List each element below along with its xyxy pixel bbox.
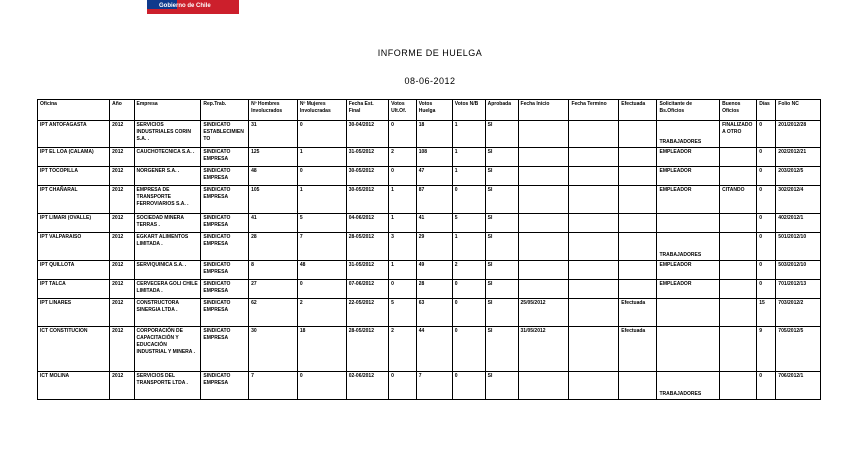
table-cell: IPT EL LOA (CALAMA) bbox=[38, 148, 110, 167]
table-cell: 48 bbox=[297, 261, 346, 280]
table-cell: CERVECERA GOLI CHILE LIMITADA . bbox=[134, 280, 201, 299]
table-cell bbox=[619, 167, 657, 186]
table-cell: 0 bbox=[452, 280, 485, 299]
table-cell: 62 bbox=[249, 299, 298, 327]
table-cell: 1 bbox=[389, 261, 417, 280]
table-cell: 25/05/2012 bbox=[518, 299, 569, 327]
gobierno-logo bbox=[147, 0, 239, 14]
table-cell: 31 bbox=[249, 121, 298, 148]
table-cell: 3 bbox=[389, 233, 417, 261]
table-cell: SINDICATO EMPRESA bbox=[201, 186, 249, 214]
table-cell: 29 bbox=[416, 233, 452, 261]
table-cell: 27 bbox=[249, 280, 298, 299]
table-cell: 0 bbox=[297, 372, 346, 400]
table-cell: 0 bbox=[389, 121, 417, 148]
table-cell: 0 bbox=[389, 280, 417, 299]
table-cell: 0 bbox=[757, 280, 776, 299]
table-cell: EMPLEADOR bbox=[657, 167, 720, 186]
table-cell: 0 bbox=[757, 148, 776, 167]
table-cell: EMPLEADOR bbox=[657, 148, 720, 167]
table-cell: IPT LIMARI (OVALLE) bbox=[38, 214, 110, 233]
report-date: 08-06-2012 bbox=[404, 76, 456, 86]
table-cell: SI bbox=[485, 167, 518, 186]
table-cell: 2012 bbox=[110, 121, 134, 148]
table-cell: EMPLEADOR bbox=[657, 186, 720, 214]
table-cell bbox=[569, 148, 619, 167]
table-cell bbox=[518, 121, 569, 148]
table-cell: 18 bbox=[416, 121, 452, 148]
table-cell: IPT TALCA bbox=[38, 280, 110, 299]
table-cell: 5 bbox=[452, 214, 485, 233]
table-cell: SINDICATO EMPRESA bbox=[201, 280, 249, 299]
table-cell bbox=[720, 372, 757, 400]
table-cell bbox=[569, 261, 619, 280]
table-cell: SINDICATO EMPRESA bbox=[201, 261, 249, 280]
column-header: Efectuada bbox=[619, 100, 657, 121]
table-cell: 41 bbox=[416, 214, 452, 233]
table-cell: 105 bbox=[249, 186, 298, 214]
table-cell: 2012 bbox=[110, 280, 134, 299]
table-cell: 31-05/2012 bbox=[346, 261, 388, 280]
table-cell bbox=[569, 167, 619, 186]
table-cell: NORGENER S.A. . bbox=[134, 167, 201, 186]
table-cell: 0 bbox=[452, 186, 485, 214]
table-cell: 402/2012/1 bbox=[776, 214, 821, 233]
table-cell: 87 bbox=[416, 186, 452, 214]
table-cell: 503/2012/10 bbox=[776, 261, 821, 280]
table-cell: 2012 bbox=[110, 214, 134, 233]
table-cell bbox=[518, 186, 569, 214]
table-cell: 15 bbox=[757, 299, 776, 327]
column-header: Empresa bbox=[134, 100, 201, 121]
table-cell: 501/2012/10 bbox=[776, 233, 821, 261]
table-cell: EGKART ALIMENTOS LIMITADA . bbox=[134, 233, 201, 261]
table-body bbox=[38, 121, 821, 400]
table-cell: 1 bbox=[297, 186, 346, 214]
table-cell: 2 bbox=[389, 148, 417, 167]
table-cell: 0 bbox=[452, 327, 485, 372]
table-cell bbox=[569, 372, 619, 400]
table-cell: 0 bbox=[389, 167, 417, 186]
table-cell bbox=[619, 148, 657, 167]
table-row bbox=[38, 261, 821, 280]
table-cell: IPT TOCOPILLA bbox=[38, 167, 110, 186]
table-cell bbox=[657, 327, 720, 372]
table-cell: SINDICATO ESTABLECIMIENTO bbox=[201, 121, 249, 148]
table-cell bbox=[619, 121, 657, 148]
table-cell bbox=[720, 261, 757, 280]
column-header: Año bbox=[110, 100, 134, 121]
table-cell: 7 bbox=[249, 372, 298, 400]
table-cell: 1 bbox=[389, 214, 417, 233]
table-cell: 9 bbox=[757, 327, 776, 372]
table-cell: 8 bbox=[249, 261, 298, 280]
table-cell: ICT MOLINA bbox=[38, 372, 110, 400]
table-cell bbox=[518, 167, 569, 186]
table-cell: 203/2012/5 bbox=[776, 167, 821, 186]
column-header: Buenos Oficios bbox=[720, 100, 757, 121]
table-row bbox=[38, 280, 821, 299]
table-cell: 2012 bbox=[110, 186, 134, 214]
column-header: Votos Ult.Of. bbox=[389, 100, 417, 121]
table-cell bbox=[720, 299, 757, 327]
table-row bbox=[38, 299, 821, 327]
table-cell bbox=[720, 280, 757, 299]
table-cell: 2012 bbox=[110, 372, 134, 400]
table-cell: 31-05/2012 bbox=[346, 148, 388, 167]
table-cell: 1 bbox=[452, 167, 485, 186]
table-cell bbox=[619, 214, 657, 233]
column-header: Nº Mujeres Involucradas bbox=[297, 100, 346, 121]
table-cell: EMPLEADOR bbox=[657, 261, 720, 280]
table-cell: 07-06/2012 bbox=[346, 280, 388, 299]
table-cell: 201/2012/28 bbox=[776, 121, 821, 148]
table-cell: Efectuada bbox=[619, 299, 657, 327]
table-cell: SI bbox=[485, 299, 518, 327]
table-row bbox=[38, 233, 821, 261]
table-cell: 703/2012/2 bbox=[776, 299, 821, 327]
table-cell bbox=[657, 299, 720, 327]
table-row bbox=[38, 121, 821, 148]
table-cell: 28-05/2012 bbox=[346, 327, 388, 372]
table-cell: 0 bbox=[757, 186, 776, 214]
table-cell: 30-04/2012 bbox=[346, 121, 388, 148]
table-cell bbox=[720, 167, 757, 186]
table-cell: 44 bbox=[416, 327, 452, 372]
column-header: Días bbox=[757, 100, 776, 121]
header-row bbox=[38, 100, 821, 121]
table-cell: 108 bbox=[416, 148, 452, 167]
table-cell: CONSTRUCTORA SINERGIA LTDA . bbox=[134, 299, 201, 327]
table-row bbox=[38, 148, 821, 167]
table-cell: 63 bbox=[416, 299, 452, 327]
column-header: Fecha Termino bbox=[569, 100, 619, 121]
table-cell: SI bbox=[485, 372, 518, 400]
table-cell bbox=[518, 233, 569, 261]
table-cell bbox=[720, 233, 757, 261]
table-cell: CITANDO bbox=[720, 186, 757, 214]
column-header: Folio NC bbox=[776, 100, 821, 121]
table-cell: IPT VALPARAISO bbox=[38, 233, 110, 261]
column-header: Fecha Est. Final bbox=[346, 100, 388, 121]
table-cell: 48 bbox=[249, 167, 298, 186]
table-cell: SOCIEDAD MINERA TERRAS . bbox=[134, 214, 201, 233]
table-cell: 7 bbox=[416, 372, 452, 400]
table-cell: SERVICIOS INDUSTRIALES CORIN S.A. . bbox=[134, 121, 201, 148]
column-header: Rep.Trab. bbox=[201, 100, 249, 121]
table-cell: 0 bbox=[452, 372, 485, 400]
table-cell: ICT CONSTITUCION bbox=[38, 327, 110, 372]
table-cell: IPT ANTOFAGASTA bbox=[38, 121, 110, 148]
table-cell: 28 bbox=[416, 280, 452, 299]
table-cell: 2012 bbox=[110, 148, 134, 167]
table-cell: 0 bbox=[757, 261, 776, 280]
column-header: Aprobada bbox=[485, 100, 518, 121]
table-cell: 2012 bbox=[110, 327, 134, 372]
table-cell: 04-06/2012 bbox=[346, 214, 388, 233]
table-cell: 31/05/2012 bbox=[518, 327, 569, 372]
table-row bbox=[38, 167, 821, 186]
table-cell bbox=[619, 372, 657, 400]
table-cell bbox=[619, 233, 657, 261]
table-cell: 41 bbox=[249, 214, 298, 233]
table-cell: SI bbox=[485, 280, 518, 299]
table-row bbox=[38, 327, 821, 372]
table-cell: SI bbox=[485, 121, 518, 148]
table-cell: 2 bbox=[452, 261, 485, 280]
table-cell: SINDICATO EMPRESA bbox=[201, 148, 249, 167]
table-cell bbox=[619, 280, 657, 299]
table-cell: IPT LINARES bbox=[38, 299, 110, 327]
table-cell: 7 bbox=[297, 233, 346, 261]
column-header: Fecha Inicio bbox=[518, 100, 569, 121]
table-cell: 1 bbox=[297, 148, 346, 167]
table-cell bbox=[518, 372, 569, 400]
table-row bbox=[38, 372, 821, 400]
table-cell: 1 bbox=[452, 148, 485, 167]
table-cell: SERVICIOS DEL TRANSPORTE LTDA . bbox=[134, 372, 201, 400]
table-cell: 0 bbox=[297, 167, 346, 186]
logo-text: Gobierno de Chile bbox=[159, 3, 211, 9]
table-cell: 0 bbox=[757, 167, 776, 186]
table-cell: 2012 bbox=[110, 233, 134, 261]
table-cell: SI bbox=[485, 214, 518, 233]
table-cell: SINDICATO EMPRESA bbox=[201, 233, 249, 261]
table-row bbox=[38, 186, 821, 214]
table-cell: CORPORACIÓN DE CAPACITACIÓN Y EDUCACIÓN INDUSTRIAL Y MINERA . bbox=[134, 327, 201, 372]
table-cell: 02-06/2012 bbox=[346, 372, 388, 400]
table-cell: 2012 bbox=[110, 167, 134, 186]
table-cell: SINDICATO EMPRESA bbox=[201, 372, 249, 400]
table-cell: SI bbox=[485, 261, 518, 280]
table-cell: 202/2012/21 bbox=[776, 148, 821, 167]
table-cell: TRABAJADORES bbox=[657, 233, 720, 261]
table-cell: 5 bbox=[297, 214, 346, 233]
table-cell: 49 bbox=[416, 261, 452, 280]
table-row bbox=[38, 214, 821, 233]
table-cell: 30-05/2012 bbox=[346, 186, 388, 214]
column-header: Votos Huelga bbox=[416, 100, 452, 121]
table-cell: 1 bbox=[452, 121, 485, 148]
table-cell: 1 bbox=[452, 233, 485, 261]
column-header: Nº Hombres Involucrados bbox=[249, 100, 298, 121]
table-cell bbox=[569, 327, 619, 372]
table-cell: SI bbox=[485, 233, 518, 261]
table-cell: SINDICATO EMPRESA bbox=[201, 299, 249, 327]
table-cell: 2012 bbox=[110, 261, 134, 280]
table-cell: 0 bbox=[757, 214, 776, 233]
table-cell bbox=[569, 186, 619, 214]
table-cell: SINDICATO EMPRESA bbox=[201, 214, 249, 233]
table-cell bbox=[518, 148, 569, 167]
table-cell bbox=[569, 233, 619, 261]
table-cell bbox=[569, 214, 619, 233]
table-cell: 1 bbox=[389, 186, 417, 214]
table-cell: 2 bbox=[389, 327, 417, 372]
table-cell: FINALIZADO A OTRO bbox=[720, 121, 757, 148]
column-header: Solicitante de Bs.Oficios bbox=[657, 100, 720, 121]
table-cell: SINDICATO EMPRESA bbox=[201, 167, 249, 186]
table-cell: 18 bbox=[297, 327, 346, 372]
table-cell: 5 bbox=[389, 299, 417, 327]
table-cell: 47 bbox=[416, 167, 452, 186]
table-cell: 0 bbox=[389, 372, 417, 400]
table-cell: TRABAJADORES bbox=[657, 372, 720, 400]
table-cell bbox=[657, 214, 720, 233]
table-cell: CAUCHOTECNICA S.A. . bbox=[134, 148, 201, 167]
table-cell bbox=[518, 280, 569, 299]
table-cell bbox=[518, 214, 569, 233]
table-cell: 2012 bbox=[110, 299, 134, 327]
table-cell: 2 bbox=[297, 299, 346, 327]
table-cell: 30-05/2012 bbox=[346, 167, 388, 186]
table-cell bbox=[720, 327, 757, 372]
table-cell: SERVIQUINICA S.A. . bbox=[134, 261, 201, 280]
table-cell bbox=[569, 121, 619, 148]
table-cell: IPT CHAÑARAL bbox=[38, 186, 110, 214]
table-cell: 125 bbox=[249, 148, 298, 167]
report-title: INFORME DE HUELGA bbox=[377, 48, 483, 58]
table-cell bbox=[619, 186, 657, 214]
table-cell: 28 bbox=[249, 233, 298, 261]
table-cell: SI bbox=[485, 148, 518, 167]
table-cell bbox=[569, 280, 619, 299]
table-cell: 30 bbox=[249, 327, 298, 372]
table-cell: 701/2012/13 bbox=[776, 280, 821, 299]
table-cell: 0 bbox=[757, 233, 776, 261]
table-cell: Efectuada bbox=[619, 327, 657, 372]
table-cell: 302/2012/4 bbox=[776, 186, 821, 214]
table-cell: EMPLEADOR bbox=[657, 280, 720, 299]
table-cell: 0 bbox=[297, 121, 346, 148]
table-cell: 0 bbox=[757, 372, 776, 400]
table-cell: 22-05/2012 bbox=[346, 299, 388, 327]
table-cell bbox=[569, 299, 619, 327]
table-cell bbox=[720, 214, 757, 233]
table-cell bbox=[619, 261, 657, 280]
table-cell: SINDICATO EMPRESA bbox=[201, 327, 249, 372]
table-cell: 28-05/2012 bbox=[346, 233, 388, 261]
column-header: Votos N/B bbox=[452, 100, 485, 121]
column-header: Oficina bbox=[38, 100, 110, 121]
table-cell: EMPRESA DE TRANSPORTE FERROVIARIOS S.A. . bbox=[134, 186, 201, 214]
table-cell bbox=[720, 148, 757, 167]
table-cell: SI bbox=[485, 327, 518, 372]
table-cell: SI bbox=[485, 186, 518, 214]
table-cell: 706/2012/1 bbox=[776, 372, 821, 400]
table-cell: 0 bbox=[452, 299, 485, 327]
table-cell: 0 bbox=[297, 280, 346, 299]
strike-report-table bbox=[37, 99, 821, 400]
table-cell: IPT QUILLOTA bbox=[38, 261, 110, 280]
table-cell bbox=[518, 261, 569, 280]
table-cell: TRABAJADORES bbox=[657, 121, 720, 148]
table-cell: 0 bbox=[757, 121, 776, 148]
table-cell: 705/2012/5 bbox=[776, 327, 821, 372]
